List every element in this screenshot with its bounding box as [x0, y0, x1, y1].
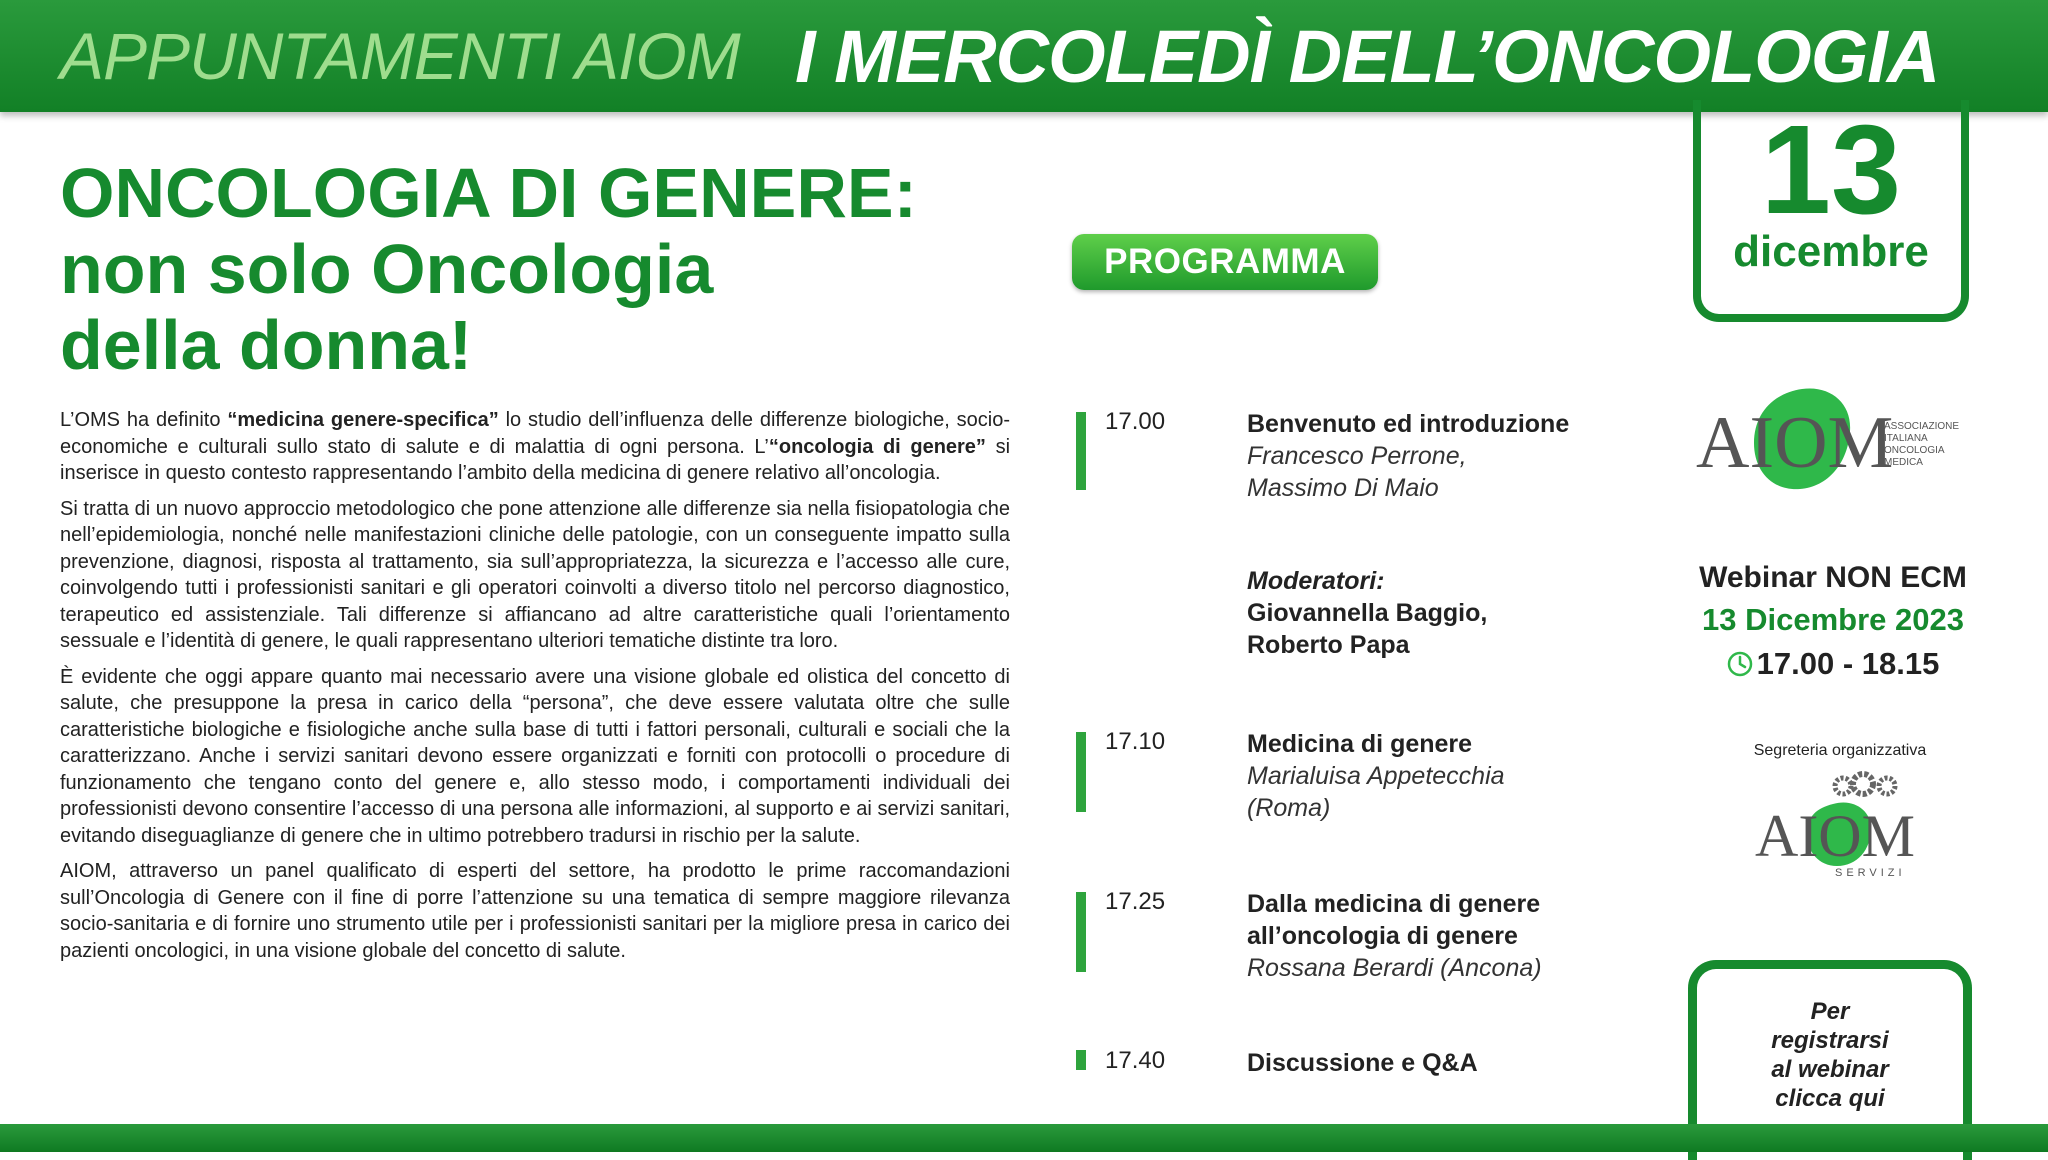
program-item-time: 17.40 — [1105, 1047, 1166, 1074]
title-line-2: non solo Oncologia — [60, 230, 714, 308]
program-moderators — [1076, 565, 1716, 665]
program-item-content — [1247, 408, 1707, 504]
p1-part-c: lo studio dell’influenza delle differenze biologiche, socio-economiche e culturali sullo stato di salute e di malattia di ogni persona. L’ — [60, 409, 1010, 458]
header-brand: APPUNTAMENTI AIOM — [60, 19, 740, 93]
p1-part-e: si inserisce in questo contesto rappresentando l’ambito della medicina di genere relativo all’oncologia. — [60, 435, 1011, 484]
webinar-time: 17.00 - 18.15 — [1756, 646, 1940, 681]
aiom-servizi-logo — [1755, 770, 1935, 880]
title-line-1: ONCOLOGIA DI GENERE: — [60, 154, 917, 232]
aiom-logo — [1690, 385, 2000, 495]
register-line: clicca qui — [1775, 1085, 1885, 1112]
register-line: al webinar — [1771, 1056, 1889, 1083]
program-item-bar — [1076, 412, 1086, 490]
program-item-title: Medicina di genere — [1247, 730, 1473, 758]
program-item-title: Discussione e Q&A — [1247, 1049, 1478, 1077]
webinar-time-row — [1660, 642, 2006, 686]
program-item — [1076, 1047, 1716, 1081]
p1-bold-term-1: “medicina genere-specifica” — [227, 409, 499, 431]
program-item-speaker: Francesco Perrone, — [1247, 442, 1467, 470]
p1-part-a: L’OMS ha definito — [60, 409, 228, 431]
header-bar — [0, 0, 2048, 112]
program-item-title: Dalla medicina di genere — [1247, 890, 1541, 918]
aiom-caption-line: ASSOCIAZIONE — [1884, 421, 1960, 432]
date-month: dicembre — [1733, 227, 1929, 276]
program-item-speaker: Massimo Di Maio — [1247, 474, 1439, 502]
segreteria-label: Segreteria organizzativa — [1753, 742, 1927, 759]
webinar-type: Webinar NON ECM — [1699, 561, 1967, 594]
paragraph-3: È evidente che oggi appare quanto mai necessario avere una visione globale ed olistica del concetto di salute, che presuppone la presa in carico della “persona”, che deve essere valutata oltre che sulle caratteristiche biologiche e fisiologiche anche sulla base di tutti i fattori personali, culturali e sociali che la caratterizzano. Anche i servizi sanitari devono essere organizzati e forniti con protocolli o procedure di funzionamento che tengano conto del genere e, allo stesso modo, i comportamenti individuali dei professionisti devono consentire l’accesso di una persona alle informazioni, al supporto e ai servizi sanitari, evitando diseguaglianze di genere che in ultimo potrebbero tradursi in rischio per la salute. — [60, 665, 1010, 847]
program-item-bar — [1076, 1050, 1086, 1070]
paragraph-4: AIOM, attraverso un panel qualificato di esperti del settore, ha prodotto le prime raccomandazioni sull’Oncologia di Genere con il fine di porre l’attenzione su una tematica di sempre maggiore rilevanza socio-sanitaria e di fornire uno strumento utile per i professionisti sanitari per la migliore presa in carico dei pazienti oncologici, in una visione globale del concetto di salute. — [60, 860, 1010, 962]
webinar-date: 13 Dicembre 2023 — [1702, 602, 1964, 637]
moderators-content — [1247, 565, 1707, 661]
program-item-title: Benvenuto ed introduzione — [1247, 410, 1570, 438]
webinar-info — [1660, 558, 2006, 686]
program-item-content — [1247, 1047, 1707, 1079]
header-series-title: I MERCOLEDÌ DELL’ONCOLOGIA — [795, 15, 1940, 98]
servizi-logo-text: AIOM — [1755, 803, 1915, 869]
paragraph-2: Si tratta di un nuovo approccio metodologico che pone attenzione alle differenze sia nella fisiopatologia che nell’epidemiologia, nonché nelle manifestazioni cliniche delle patologie, con un conseguente impatto sulla prevenzione, diagnosi, risposta al trattamento, sia sull’appropriatezza, la sicurezza e l’accesso alle cure, coinvolgendo tutti i professionisti sanitari e gli operatori coinvolti a diverso titolo nel percorso diagnostico, terapeutico ed assistenziale. Tali differenze si affiancano ad altre caratteristiche quali l’orientamento sessuale e l’identità di genere, le quali rappresentano ulteriori tematiche distinte tra loro. — [60, 497, 1010, 652]
programma-button[interactable]: PROGRAMMA — [1072, 234, 1378, 290]
program-item — [1076, 888, 1716, 983]
aiom-caption-line: MEDICA — [1884, 457, 1923, 468]
moderator-name: Giovannella Baggio, — [1247, 599, 1488, 627]
footer-bar — [0, 1124, 2048, 1152]
program-item-content — [1247, 728, 1707, 824]
date-day: 13 — [1760, 99, 1902, 240]
clock-icon — [1727, 651, 1753, 677]
program-item — [1076, 408, 1716, 502]
aiom-caption-line: ONCOLOGIA — [1884, 445, 1945, 456]
program-item-time: 17.10 — [1105, 728, 1166, 755]
servizi-logo-sub: SERVIZI — [1835, 867, 1906, 879]
moderator-name: Roberto Papa — [1247, 631, 1410, 659]
program-item-title: all’oncologia di genere — [1247, 922, 1518, 950]
description-text — [60, 407, 1010, 973]
moderators-label: Moderatori: — [1247, 567, 1385, 595]
aiom-caption-line: ITALIANA — [1884, 433, 1928, 444]
gears-icon — [1835, 774, 1895, 794]
page-title — [60, 155, 917, 383]
register-line: registrarsi — [1771, 1027, 1889, 1054]
p1-bold-term-2: “oncologia di genere” — [768, 435, 986, 458]
title-line-3: della donna! — [60, 306, 473, 384]
program-item-bar — [1076, 892, 1086, 972]
date-box — [1693, 100, 1969, 322]
program-item-time: 17.25 — [1105, 888, 1166, 915]
program-item-speaker: Marialuisa Appetecchia — [1247, 762, 1505, 790]
program-item-speaker: (Roma) — [1247, 794, 1331, 822]
aiom-logo-text: AIOM — [1696, 402, 1894, 484]
program-item-speaker: Rossana Berardi (Ancona) — [1247, 954, 1542, 982]
program-item-content — [1247, 888, 1707, 984]
register-line: Per — [1810, 998, 1850, 1025]
program-item — [1076, 728, 1716, 823]
program-item-bar — [1076, 732, 1086, 812]
program-item-time: 17.00 — [1105, 408, 1166, 435]
paragraph-1 — [60, 407, 1010, 487]
